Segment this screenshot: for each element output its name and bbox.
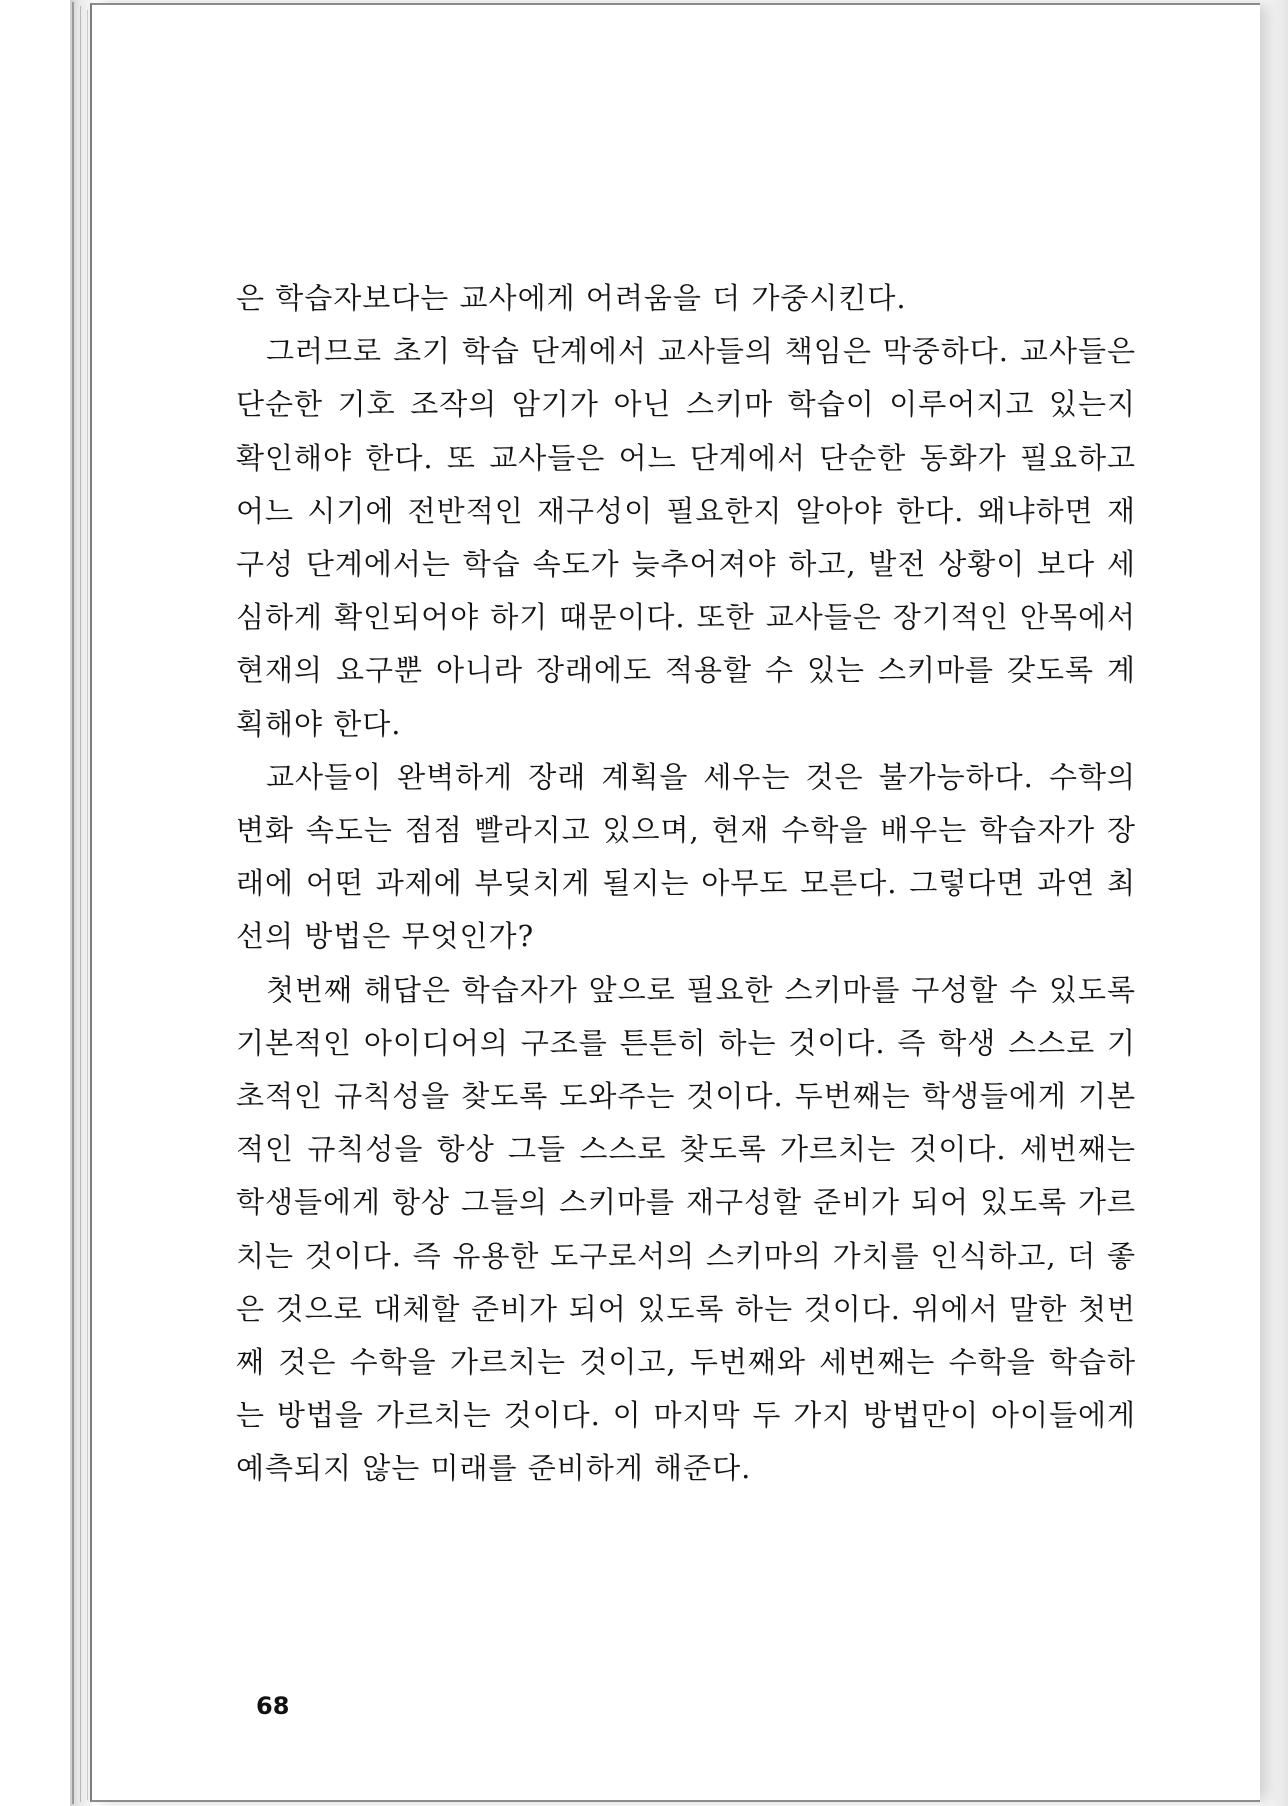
book-edge-line bbox=[87, 10, 88, 1800]
body-text bbox=[236, 272, 1136, 1496]
book-edge-line bbox=[72, 2, 74, 1804]
paragraph-three-answers: 첫번째 해답은 학습자가 앞으로 필요한 스키마를 구성할 수 있도록 기본적인 아이디어의 구조를 튼튼히 하는 것이다. 즉 학생 스스로 기초적인 규칙성을 찾도록 도와주는 것이다. 두번째는 학생들에게 기본적인 규칙성을 항상 그들 스스로 찾도록 가르치는 것이다. 세번째는 학생들에게 항상 그들의 스키마를 재구성할 준비가 되어 있도록 가르치는 것이다. 즉 유용한 도구로서의 스키마의 가치를 인식하고, 더 좋은 것으로 대체할 준비가 되어 있도록 하는 것이다. 위에서 말한 첫번째 것은 수학을 가르치는 것이고, 두번째와 세번째는 수학을 학습하는 방법을 가르치는 것이다. 이 마지막 두 가지 방법만이 아이들에게 예측되지 않는 미래를 준비하게 해준다. bbox=[236, 972, 1136, 1486]
book-edge-line bbox=[80, 6, 81, 1802]
paragraph-future-planning: 교사들이 완벽하게 장래 계획을 세우는 것은 불가능하다. 수학의 변화 속도는 점점 빨라지고 있으며, 현재 수학을 배우는 학습자가 장래에 어떤 과제에 부딪치게 될지는 아무도 모른다. 그렇다면 과연 최선의 방법은 무엇인가? bbox=[236, 759, 1136, 954]
page-right-edge-shading bbox=[1260, 0, 1288, 1806]
page-number: 68 bbox=[256, 1692, 290, 1720]
paragraph-teacher-responsibility: 그러므로 초기 학습 단계에서 교사들의 책임은 막중하다. 교사들은 단순한 기호 조작의 암기가 아닌 스키마 학습이 이루어지고 있는지 확인해야 한다. 또 교사들은 어느 단계에서 단순한 동화가 필요하고 어느 시기에 전반적인 재구성이 필요한지 알아야 한다. 왜냐하면 재구성 단계에서는 학습 속도가 늦추어져야 하고, 발전 상황이 보다 세심하게 확인되어야 하기 때문이다. 또한 교사들은 장기적인 안목에서 현재의 요구뿐 아니라 장래에도 적용할 수 있는 스키마를 갖도록 계획해야 한다. bbox=[236, 334, 1136, 741]
paragraph-continuation: 은 학습자보다는 교사에게 어려움을 더 가중시킨다. bbox=[236, 281, 907, 315]
